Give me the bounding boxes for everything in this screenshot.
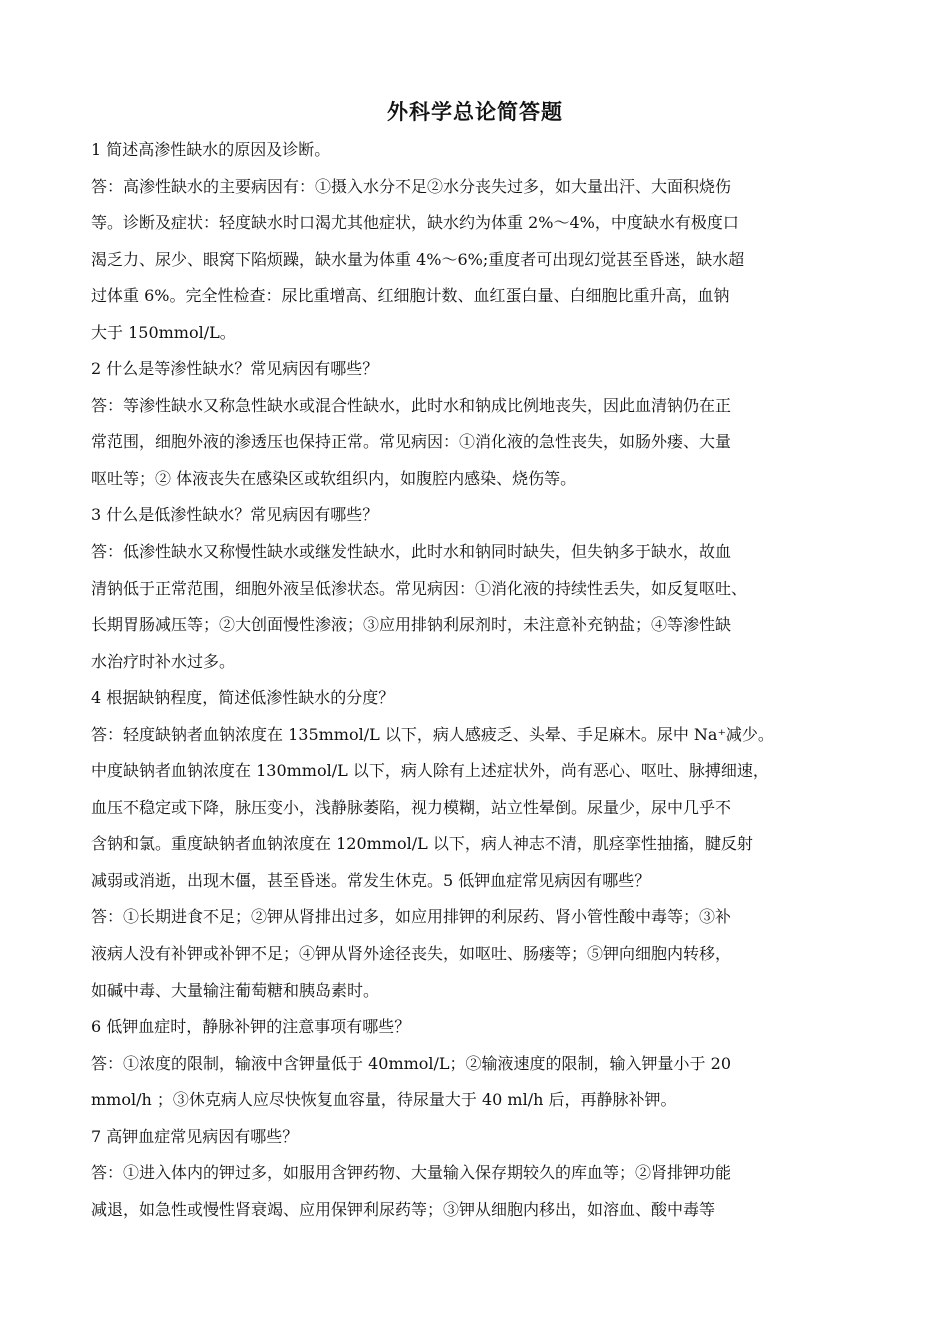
answer-line: 答：①浓度的限制，输液中含钾量低于 40mmol/L；②输液速度的限制，输入钾量小于 20: [91, 1053, 732, 1073]
answer-line: 水治疗时补水过多。: [91, 651, 236, 671]
answer-line: 如碱中毒、大量输注葡萄糖和胰岛素时。: [91, 980, 380, 1000]
question-line: 7 高钾血症常见病因有哪些？: [91, 1126, 299, 1146]
answer-line: 答：①进入体内的钾过多，如服用含钾药物、大量输入保存期较久的库血等；②肾排钾功能: [91, 1163, 732, 1183]
answer-line: 清钠低于正常范围，细胞外液呈低渗状态。常见病因：①消化液的持续性丢失，如反复呕吐、: [91, 578, 748, 598]
question-line: 2 什么是等渗性缺水？常见病因有哪些？: [91, 359, 379, 379]
answer-line: 答：等渗性缺水又称急性缺水或混合性缺水，此时水和钠成比例地丧失，因此血清钠仍在正: [91, 395, 732, 415]
document-title: 外科学总论简答题: [387, 100, 563, 124]
question-line: 4 根据缺钠程度，简述低渗性缺水的分度？: [91, 688, 395, 708]
answer-line: mmol/h ；③休克病人应尽快恢复血容量，待尿量大于 40 ml/h 后，再静脉补钾。: [91, 1090, 677, 1110]
answer-line: 血压不稳定或下降，脉压变小，浅静脉萎陷，视力模糊，站立性晕倒。尿量少，尿中几乎不: [91, 797, 732, 817]
question-line: 3 什么是低渗性缺水？常见病因有哪些？: [91, 505, 379, 525]
answer-line: 答：轻度缺钠者血钠浓度在 135mmol/L 以下，病人感疲乏、头晕、手足麻木。尿中 Na⁺减少。: [91, 724, 774, 744]
answer-line: 等。诊断及症状：轻度缺水时口渴尤其他症状，缺水约为体重 2%～4%，中度缺水有极度口: [91, 213, 739, 233]
answer-line: 答：低渗性缺水又称慢性缺水或继发性缺水，此时水和钠同时缺失，但失钠多于缺水，故血: [91, 542, 732, 562]
answer-line: 液病人没有补钾或补钾不足；④钾从肾外途径丧失，如呕吐、肠瘘等；⑤钾向细胞内转移，: [91, 944, 732, 964]
answer-line: 中度缺钠者血钠浓度在 130mmol/L 以下，病人除有上述症状外，尚有恶心、呕吐、脉搏细速，: [91, 761, 769, 781]
answer-line: 长期胃肠减压等；②大创面慢性渗液；③应用排钠利尿剂时，未注意补充钠盐；④等渗性缺: [91, 615, 732, 635]
answer-line: 常范围，细胞外液的渗透压也保持正常。常见病因：①消化液的急性丧失，如肠外瘘、大量: [91, 432, 732, 452]
answer-line: 过体重 6%。完全性检查：尿比重增高、红细胞计数、血红蛋白量、白细胞比重升高，血钠: [91, 286, 730, 306]
answer-line: 减弱或消逝，出现木僵，甚至昏迷。常发生休克。5 低钾血症常见病因有哪些？: [91, 870, 651, 890]
question-line: 6 低钾血症时，静脉补钾的注意事项有哪些？: [91, 1017, 411, 1037]
question-line: 1 简述高渗性缺水的原因及诊断。: [91, 140, 331, 159]
answer-line: 呕吐等；② 体液丧失在感染区或软组织内，如腹腔内感染、烧伤等。: [91, 468, 577, 488]
answer-line: 渴乏力、尿少、眼窝下陷烦躁，缺水量为体重 4%～6%;重度者可出现幻觉甚至昏迷，缺水超: [91, 249, 745, 269]
answer-line: 答：①长期进食不足；②钾从肾排出过多，如应用排钾的利尿药、肾小管性酸中毒等；③补: [91, 907, 732, 927]
answer-line: 含钠和氯。重度缺钠者血钠浓度在 120mmol/L 以下，病人神志不清，肌痉挛性抽搐，腱反射: [91, 834, 753, 854]
answer-line: 减退，如急性或慢性肾衰竭、应用保钾利尿药等；③钾从细胞内移出，如溶血、酸中毒等: [91, 1199, 716, 1219]
answer-line: 答：高渗性缺水的主要病因有：①摄入水分不足②水分丧失过多，如大量出汗、大面积烧伤: [91, 176, 732, 196]
answer-line: 大于 150mmol/L。: [91, 322, 236, 342]
document-body: [91, 132, 871, 1228]
